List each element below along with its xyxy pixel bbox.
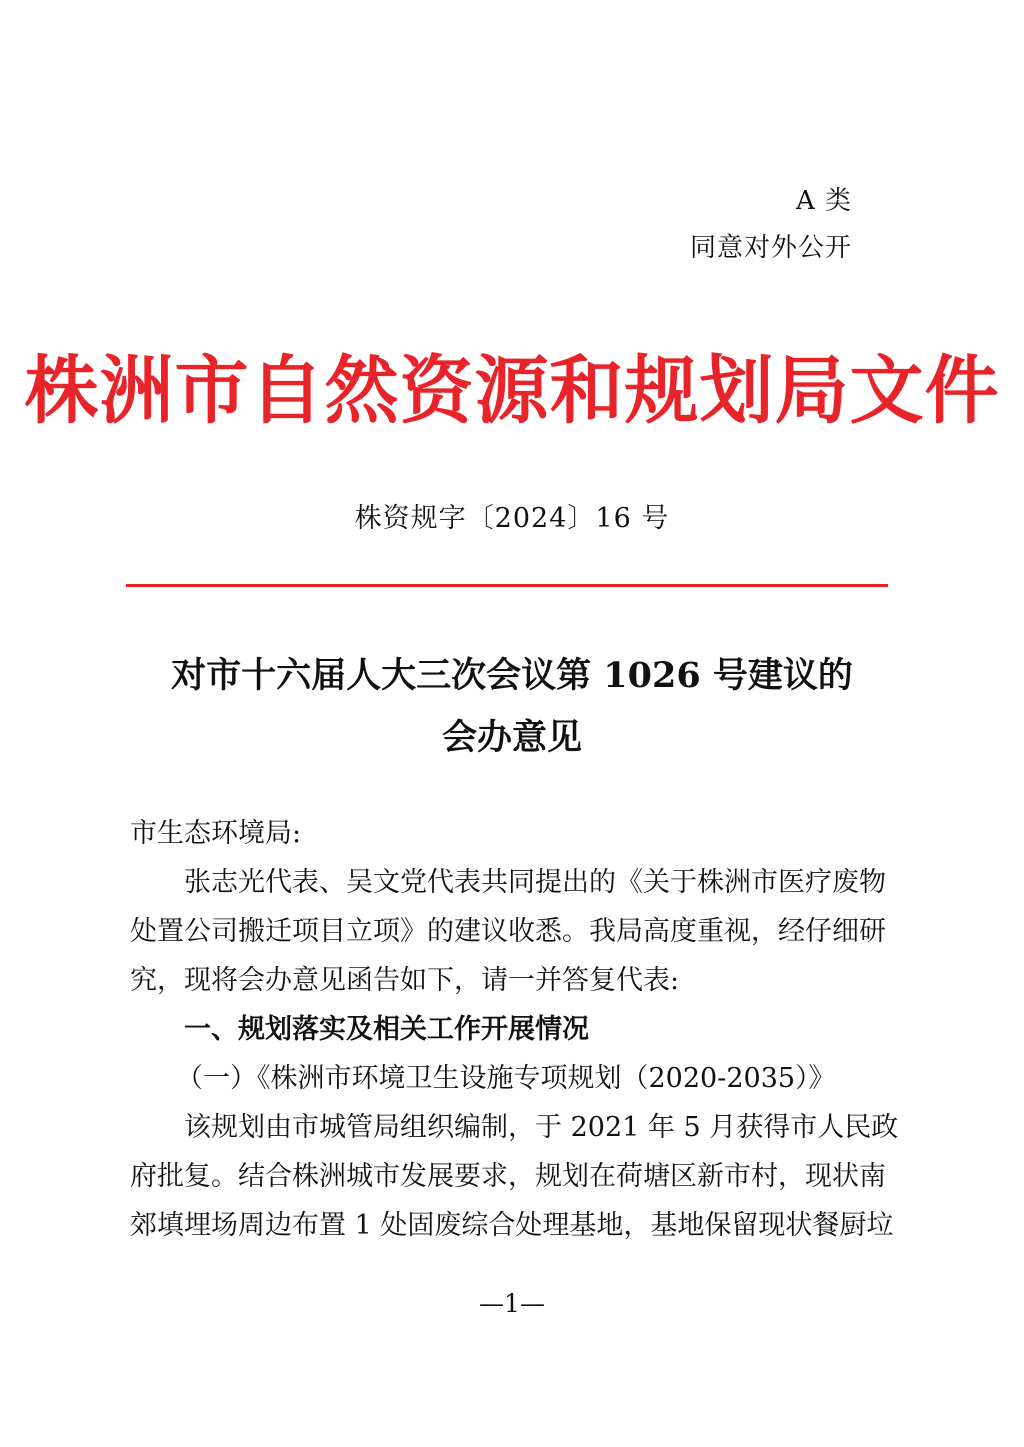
category-label: A 类 — [795, 186, 852, 216]
page-number: —1— — [479, 1289, 545, 1318]
paragraph-1-line-1: 张志光代表、吴文党代表共同提出的《关于株洲市医疗废物 — [184, 867, 886, 898]
document-title-line-1: 对市十六届人大三次会议第 1026 号建议的 — [171, 655, 853, 696]
document-number: 株资规字〔2024〕16 号 — [354, 503, 670, 534]
disclosure-label: 同意对外公开 — [689, 233, 852, 263]
subsection-1-heading: （一）《株洲市环境卫生设施专项规划（2020-2035）》 — [176, 1063, 836, 1094]
paragraph-1-line-2: 处置公司搬迁项目立项》的建议收悉。我局高度重视，经仔细研 — [130, 916, 886, 947]
issuer-header-title: 株洲市自然资源和规划局文件 — [24, 348, 1000, 434]
paragraph-1-line-3: 究，现将会办意见函告如下，请一并答复代表: — [130, 965, 680, 996]
section-1-heading: 一、规划落实及相关工作开展情况 — [184, 1014, 589, 1045]
header-divider — [126, 584, 888, 587]
paragraph-2-line-2: 府批复。结合株洲城市发展要求，规划在荷塘区新市村，现状南 — [130, 1161, 886, 1192]
paragraph-2-line-3: 郊填埋场周边布置 1 处固废综合处理基地，基地保留现状餐厨垃 — [130, 1210, 894, 1241]
document-title-line-2: 会办意见 — [441, 717, 582, 758]
paragraph-2-line-1: 该规划由市城管局组织编制，于 2021 年 5 月获得市人民政 — [184, 1112, 899, 1143]
addressee: 市生态环境局: — [130, 818, 302, 849]
